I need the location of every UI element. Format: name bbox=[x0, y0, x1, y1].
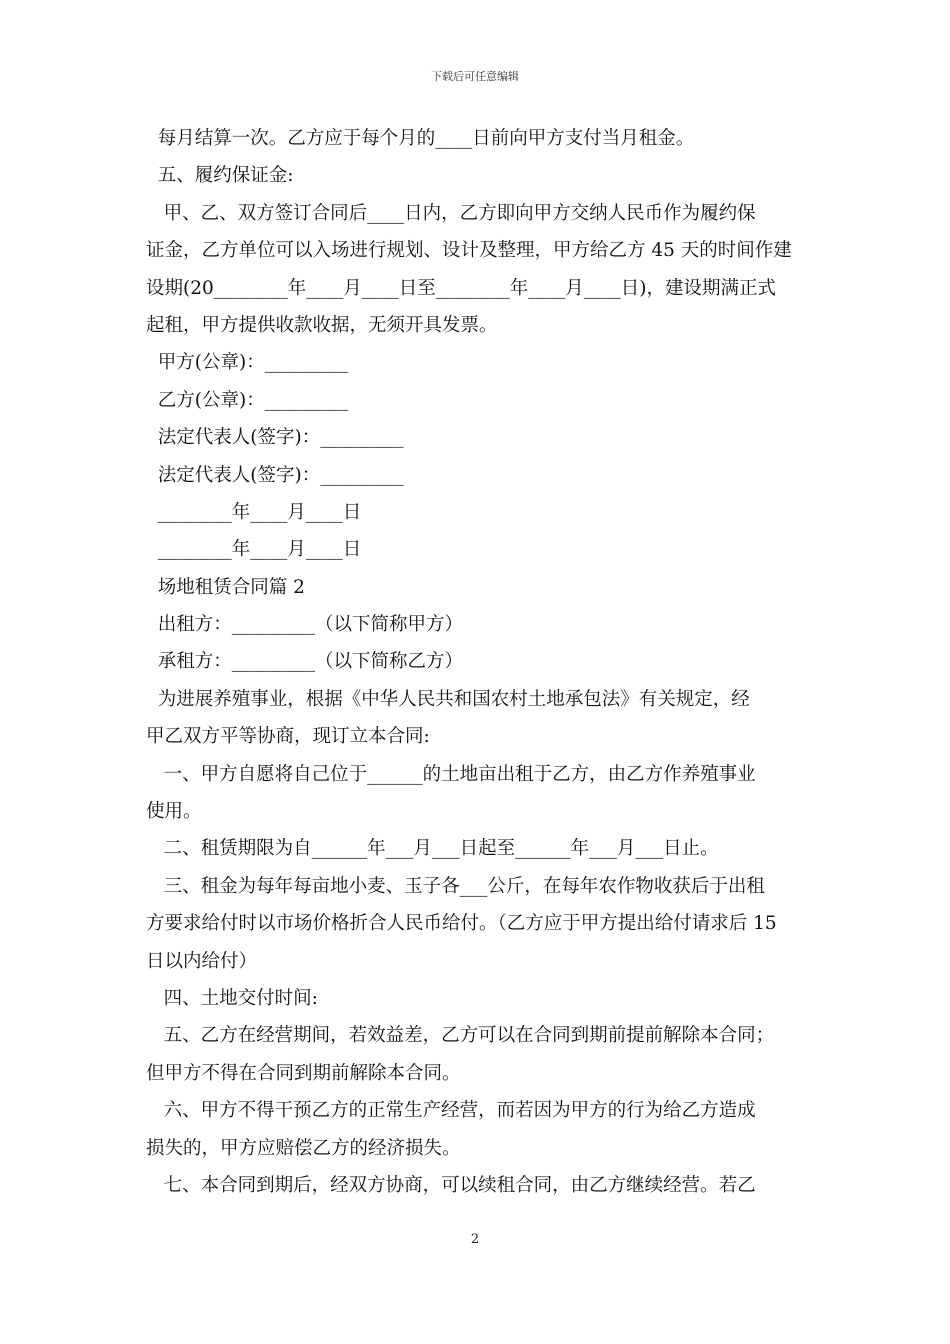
body-line: 起租，甲方提供收款收据，无须开具发票。 bbox=[146, 314, 498, 336]
body-line: 方要求给付时以市场价格折合人民币给付。（乙方应于甲方提出给付请求后 15 bbox=[146, 913, 777, 935]
body-line: 甲、乙、双方签订合同后____日内，乙方即向甲方交纳人民币作为履约保 bbox=[146, 202, 756, 224]
body-line: 出租方：_________（以下简称甲方） bbox=[146, 614, 464, 636]
body-line: 三、租金为每年每亩地小麦、玉子各___公斤，在每年农作物收获后于出租 bbox=[146, 875, 765, 897]
section-title: 场地租赁合同篇 2 bbox=[146, 576, 305, 598]
body-line: 甲乙双方平等协商，现订立本合同: bbox=[146, 726, 430, 748]
body-line: 证金，乙方单位可以入场进行规划、设计及整理，甲方给乙方 45 天的时间作建 bbox=[146, 240, 792, 262]
body-line: 五、乙方在经营期间，若效益差，乙方可以在合同到期前提前解除本合同； bbox=[146, 1025, 775, 1047]
body-line: 为进展养殖事业，根据《中华人民共和国农村土地承包法》有关规定，经 bbox=[146, 688, 750, 710]
body-line: 每月结算一次。乙方应于每个月的____日前向甲方支付当月租金。 bbox=[146, 128, 695, 149]
body-line: 五、履约保证金: bbox=[146, 165, 294, 187]
page-header: 下载后可任意编辑 bbox=[431, 70, 519, 83]
body-line: 法定代表人(签字)：_________ bbox=[146, 427, 404, 449]
body-line: 二、租赁期限为自______年___月___日起至______年___月___日止。 bbox=[146, 838, 719, 860]
body-line: ________年____月____日 bbox=[146, 501, 362, 523]
body-line: 四、土地交付时间: bbox=[146, 987, 318, 1009]
body-line: 但甲方不得在合同到期前解除本合同。 bbox=[146, 1062, 461, 1084]
body-line: 乙方(公章)：_________ bbox=[146, 389, 348, 411]
body-line: 一、甲方自愿将自己位于______的土地亩出租于乙方，由乙方作养殖事业 bbox=[146, 763, 756, 785]
body-line: 六、甲方不得干预乙方的正常生产经营，而若因为甲方的行为给乙方造成 bbox=[146, 1100, 756, 1122]
body-line: 设期(20________年____月____日至________年____月____日)，建设期满正式 bbox=[146, 277, 776, 299]
document-body bbox=[146, 120, 806, 1204]
body-line: 损失的，甲方应赔偿乙方的经济损失。 bbox=[146, 1137, 461, 1159]
body-line: ________年____月____日 bbox=[146, 539, 362, 561]
body-line: 承租方：_________（以下简称乙方） bbox=[146, 651, 464, 673]
body-line: 日以内给付） bbox=[146, 950, 258, 972]
body-line: 使用。 bbox=[146, 801, 202, 823]
body-line: 法定代表人(签字)：_________ bbox=[146, 464, 404, 486]
body-line: 七、本合同到期后，经双方协商，可以续租合同，由乙方继续经营。若乙 bbox=[146, 1174, 756, 1196]
page-number: 2 bbox=[470, 1232, 480, 1247]
body-line: 甲方(公章)：_________ bbox=[146, 352, 348, 374]
